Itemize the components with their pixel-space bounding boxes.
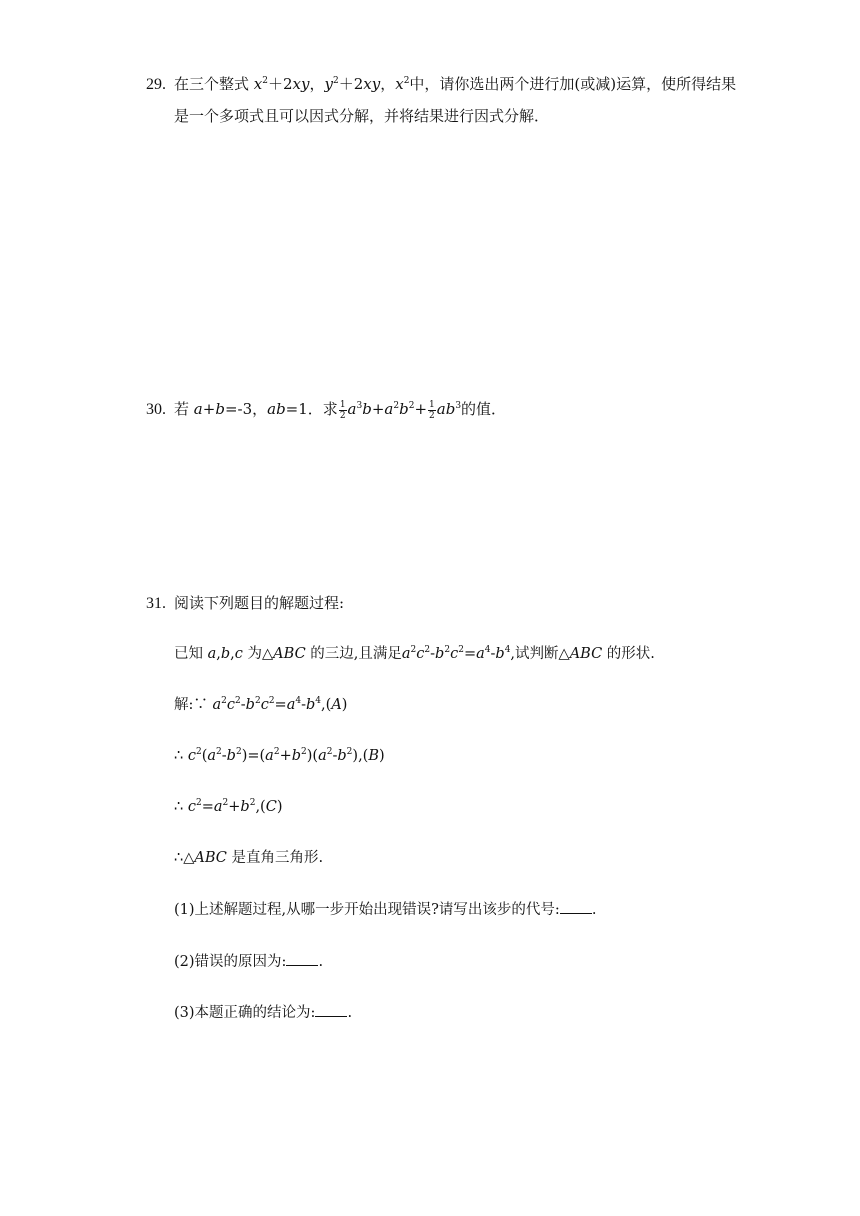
fraction-half: $\frac{1}{2}$ bbox=[429, 399, 435, 421]
q30-prefix: 若 bbox=[174, 400, 190, 418]
q31-intro: 阅读下列题目的解题过程: bbox=[174, 594, 345, 612]
question-30: 30. 若 a+b=-3，ab=1．求 $\frac{1}{2}$ $a^3b+a^2b^2+$ $\frac{1}{2}$ $ab^3$的值． bbox=[146, 399, 507, 421]
q30-ask: 求 bbox=[322, 400, 338, 418]
q29-line2: 是一个多项式且可以因式分解，并将结果进行因式分解． bbox=[174, 107, 550, 125]
q30-suffix: 的值． bbox=[461, 400, 507, 418]
question-31 bbox=[146, 593, 344, 614]
question-number: 31. bbox=[146, 595, 166, 612]
q31-step-c: ∴ $c^2=a^2+b^2,(C)$ bbox=[174, 798, 283, 815]
q31-part-1: (1)上述解题过程,从哪一步开始出现错误?请写出该步的代号: . bbox=[174, 899, 596, 920]
q29-text-b: 中，请你选出两个进行加(或减)运算，使所得结果 bbox=[409, 75, 737, 93]
answer-blank[interactable] bbox=[286, 951, 318, 966]
question-number: 30. bbox=[146, 401, 166, 418]
answer-blank[interactable] bbox=[315, 1002, 347, 1017]
fraction-half: $\frac{1}{2}$ bbox=[339, 399, 346, 421]
q29-text-a: 在三个整式 bbox=[174, 75, 250, 93]
question-29: 29. 在三个整式 $x^2+2xy$，$y^2+2xy$，$x^2$中，请你选出两个进行加(或减)运算，使所得结果 bbox=[146, 75, 737, 93]
q31-step-a: 解:∵ $a^2c^2-b^2c^2=a^4-b^4,(A)$ bbox=[174, 696, 348, 713]
q31-given: 已知 a,b,c 为△ABC 的三边,且满足$a^2c^2-b^2c^2=a^4-b^4$,试判断△ABC 的形状. bbox=[174, 645, 655, 662]
question-number: 29. bbox=[146, 76, 166, 93]
answer-blank[interactable] bbox=[560, 899, 592, 914]
q31-part-2: (2)错误的原因为: . bbox=[174, 951, 323, 972]
q31-conclusion: ∴△ABC 是直角三角形. bbox=[174, 850, 324, 866]
q31-part-3: (3)本题正确的结论为: . bbox=[174, 1002, 352, 1023]
q31-step-b: ∴ $c^2(a^2-b^2)=(a^2+b^2)(a^2-b^2),(B)$ bbox=[174, 747, 385, 764]
